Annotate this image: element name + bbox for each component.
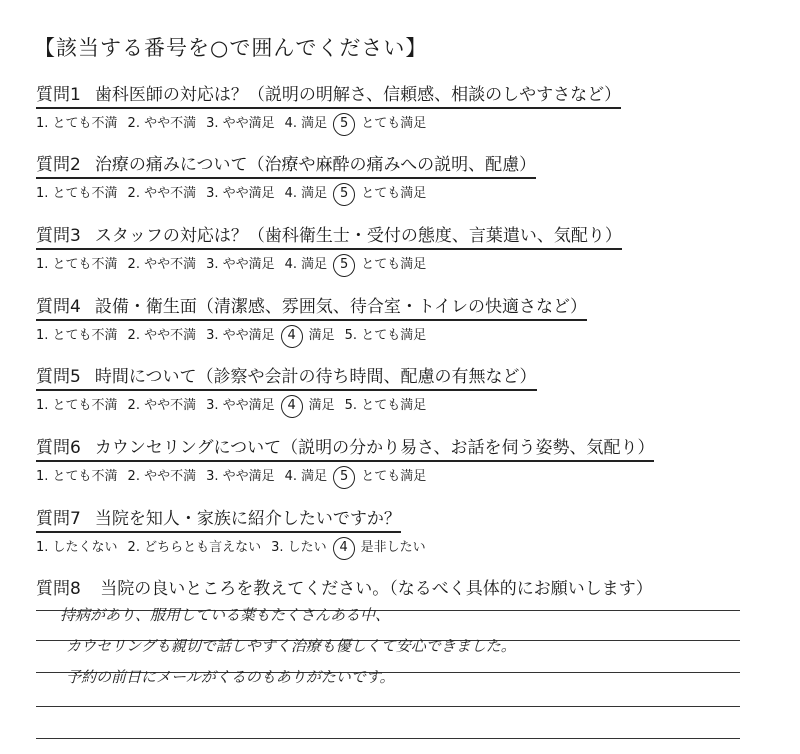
option-label: 2. やや不満 xyxy=(127,186,197,201)
page-header: 【該当する番号を○で囲んでください】 xyxy=(34,36,428,60)
option-label: 1. とても不満 xyxy=(36,116,118,131)
answer-option[interactable] xyxy=(345,394,427,413)
question-8-number: 質問8 xyxy=(36,579,81,599)
answer-option[interactable] xyxy=(128,182,197,201)
answer-option[interactable] xyxy=(36,324,118,343)
option-label: 3. やや満足 xyxy=(206,328,275,343)
option-label: 1. とても不満 xyxy=(36,186,118,201)
question-title xyxy=(36,221,622,250)
answer-option[interactable] xyxy=(36,112,118,131)
question-title xyxy=(36,80,621,109)
answer-text-line: カウセリングも親切で話しやすく治療も優しくて安心できました。 xyxy=(66,637,516,655)
answer-option[interactable] xyxy=(271,536,327,555)
option-label: 5. とても満足 xyxy=(344,328,427,343)
selected-option[interactable] xyxy=(337,540,351,555)
answer-option[interactable] xyxy=(361,112,426,131)
circled-number: 4 xyxy=(285,328,299,343)
answer-option[interactable] xyxy=(206,324,275,343)
option-label: 1. したくない xyxy=(36,540,118,555)
answer-option[interactable] xyxy=(285,253,328,272)
option-label: 2. やや不満 xyxy=(127,116,197,131)
question-number: 質問1 xyxy=(36,85,81,105)
question-text: 当院を知人・家族に紹介したいですか？ xyxy=(94,509,401,529)
selected-option[interactable] xyxy=(337,116,351,131)
question-4 xyxy=(36,292,776,343)
option-label: 2. やや不満 xyxy=(127,469,197,484)
selected-option[interactable] xyxy=(337,469,351,484)
option-label: 3. やや満足 xyxy=(206,469,275,484)
answer-options xyxy=(36,465,776,484)
answer-option[interactable] xyxy=(36,394,118,413)
answer-line xyxy=(36,738,740,739)
circled-number: 5 xyxy=(337,469,351,484)
answer-option[interactable] xyxy=(345,324,427,343)
answer-text-line: 予約の前日にメールがくるのもありがたいです。 xyxy=(66,668,395,686)
answer-option[interactable] xyxy=(285,182,328,201)
option-label: 3. やや満足 xyxy=(206,398,275,413)
answer-option[interactable] xyxy=(36,182,118,201)
answer-option[interactable] xyxy=(361,253,426,272)
option-label: 3. やや満足 xyxy=(206,257,275,272)
question-title xyxy=(36,150,536,179)
answer-option[interactable] xyxy=(128,536,262,555)
answer-option[interactable] xyxy=(309,394,335,413)
option-label: 満足 xyxy=(308,328,335,343)
option-label: 是非したい xyxy=(360,540,426,555)
question-number: 質問2 xyxy=(36,155,81,175)
answer-option[interactable] xyxy=(128,394,197,413)
question-title xyxy=(36,504,401,533)
selected-option[interactable] xyxy=(285,398,299,413)
answer-options xyxy=(36,182,776,201)
option-label: とても満足 xyxy=(361,257,427,272)
option-label: 4. 満足 xyxy=(284,116,328,131)
option-label: 1. とても不満 xyxy=(36,328,118,343)
option-label: 2. やや不満 xyxy=(127,328,197,343)
circled-number: 4 xyxy=(285,398,299,413)
option-label: 2. やや不満 xyxy=(127,398,197,413)
answer-option[interactable] xyxy=(309,324,335,343)
answer-option[interactable] xyxy=(285,465,328,484)
question-title xyxy=(36,433,654,462)
circled-number: 5 xyxy=(337,257,351,272)
option-label: 1. とても不満 xyxy=(36,469,118,484)
option-label: 4. 満足 xyxy=(284,257,328,272)
question-8 xyxy=(36,574,776,599)
answer-option[interactable] xyxy=(36,536,118,555)
circled-number: 5 xyxy=(337,186,351,201)
answer-option[interactable] xyxy=(285,112,328,131)
question-7 xyxy=(36,504,776,555)
answer-option[interactable] xyxy=(361,182,426,201)
answer-options xyxy=(36,112,776,131)
option-label: 2. どちらとも言えない xyxy=(127,540,262,555)
answer-options xyxy=(36,394,776,413)
option-label: 1. とても不満 xyxy=(36,257,118,272)
question-8-title: 当院の良いところを教えてください。（なるべく具体的にお願いします） xyxy=(100,579,653,599)
question-1 xyxy=(36,80,776,131)
answer-option[interactable] xyxy=(36,465,118,484)
selected-option[interactable] xyxy=(285,328,299,343)
option-label: 4. 満足 xyxy=(284,469,328,484)
question-text: カウンセリングについて（説明の分かり易さ、お話を伺う姿勢、気配り） xyxy=(94,438,655,458)
option-label: 1. とても不満 xyxy=(36,398,118,413)
answer-option[interactable] xyxy=(206,182,275,201)
answer-option[interactable] xyxy=(128,324,197,343)
option-label: とても満足 xyxy=(361,186,427,201)
answer-option[interactable] xyxy=(36,253,118,272)
circled-number: 4 xyxy=(337,540,351,555)
option-label: 4. 満足 xyxy=(284,186,328,201)
question-number: 質問5 xyxy=(36,367,81,387)
selected-option[interactable] xyxy=(337,257,351,272)
question-6 xyxy=(36,433,776,484)
answer-option[interactable] xyxy=(206,112,275,131)
option-label: とても満足 xyxy=(361,116,427,131)
question-number: 質問6 xyxy=(36,438,81,458)
question-number: 質問4 xyxy=(36,297,81,317)
option-label: 3. したい xyxy=(271,540,327,555)
question-title xyxy=(36,292,587,321)
answer-option[interactable] xyxy=(206,253,275,272)
answer-option[interactable] xyxy=(128,112,197,131)
answer-text-line: 持病があり、服用している薬もたくさんある中、 xyxy=(60,606,391,624)
answer-options xyxy=(36,324,776,343)
option-label: 5. とても満足 xyxy=(344,398,427,413)
question-text: 設備・衛生面（清潔感、雰囲気、待合室・トイレの快適さなど） xyxy=(94,297,587,317)
question-title xyxy=(36,362,537,391)
question-text: スタッフの対応は？（歯科衛生士・受付の態度、言葉遣い、気配り） xyxy=(94,226,622,246)
answer-options xyxy=(36,253,776,272)
question-text: 治療の痛みについて（治療や麻酔の痛みへの説明、配慮） xyxy=(94,155,537,175)
option-label: 2. やや不満 xyxy=(127,257,197,272)
option-label: とても満足 xyxy=(361,469,427,484)
answer-option[interactable] xyxy=(206,465,275,484)
option-label: 満足 xyxy=(308,398,335,413)
question-number: 質問7 xyxy=(36,509,81,529)
answer-option[interactable] xyxy=(128,465,197,484)
answer-options xyxy=(36,536,776,555)
selected-option[interactable] xyxy=(337,186,351,201)
question-5 xyxy=(36,362,776,413)
question-3 xyxy=(36,221,776,272)
circled-number: 5 xyxy=(337,116,351,131)
answer-option[interactable] xyxy=(361,465,426,484)
answer-line xyxy=(36,706,740,707)
question-text: 歯科医師の対応は？（説明の明解さ、信頼感、相談のしやすさなど） xyxy=(94,85,622,105)
answer-option[interactable] xyxy=(361,536,426,555)
question-2 xyxy=(36,150,776,201)
answer-option[interactable] xyxy=(128,253,197,272)
option-label: 3. やや満足 xyxy=(206,186,275,201)
answer-option[interactable] xyxy=(206,394,275,413)
question-number: 質問3 xyxy=(36,226,81,246)
question-text: 時間について（診察や会計の待ち時間、配慮の有無など） xyxy=(94,367,537,387)
option-label: 3. やや満足 xyxy=(206,116,275,131)
